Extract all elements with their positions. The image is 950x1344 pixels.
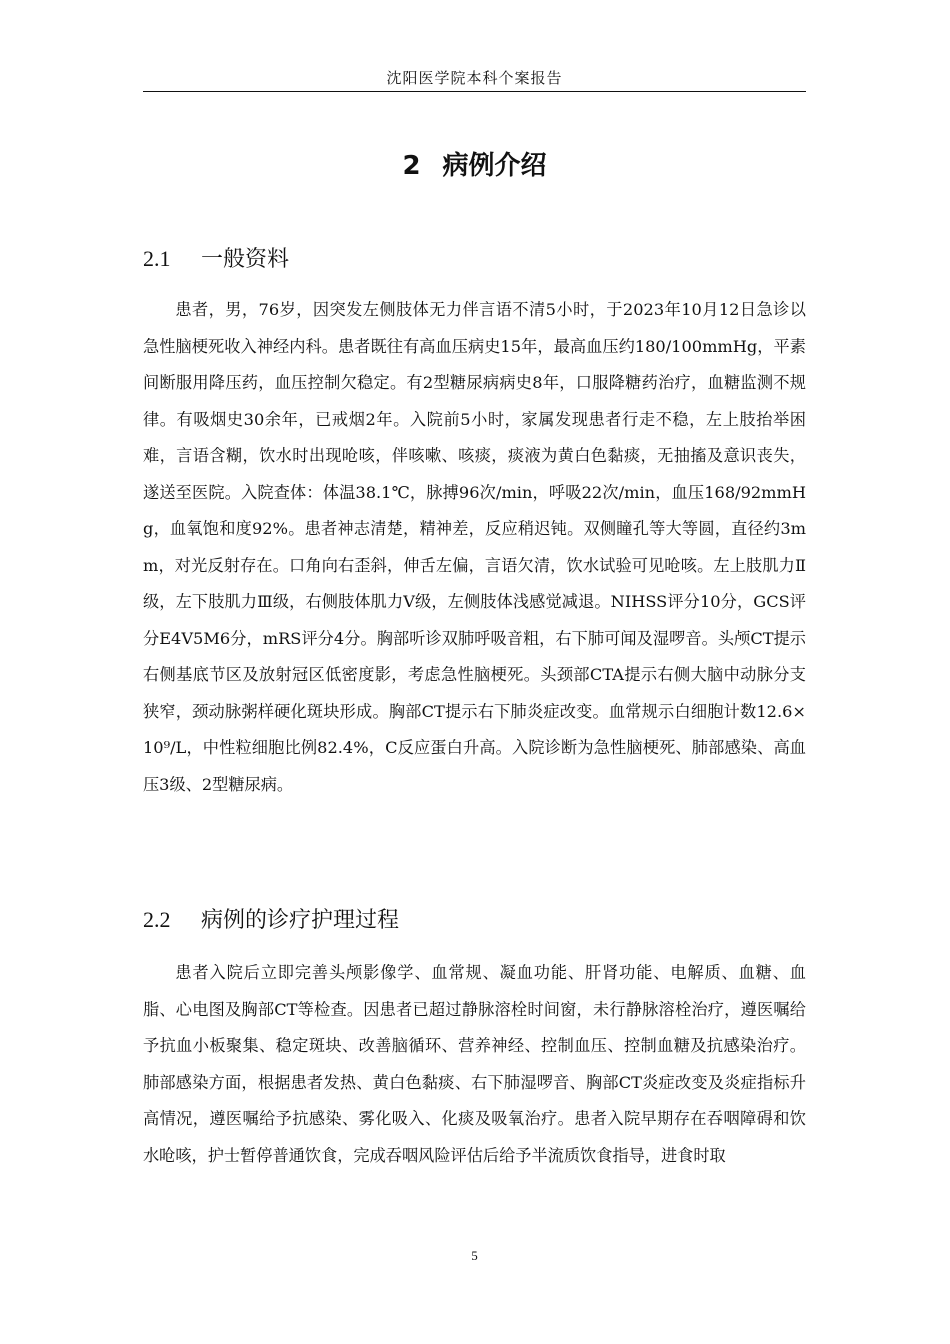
running-header: 沈阳医学院本科个案报告 xyxy=(386,69,563,87)
section-heading-general-info xyxy=(143,239,289,280)
section-title: 一般资料 xyxy=(201,247,290,272)
section-title: 病例的诊疗护理过程 xyxy=(201,908,400,933)
chapter-number: 2 xyxy=(402,151,421,181)
chapter-title xyxy=(143,144,806,188)
page-number: 5 xyxy=(471,1248,478,1263)
section-number: 2.2 xyxy=(143,907,171,932)
section-number: 2.1 xyxy=(143,246,171,271)
section-heading-treatment-process xyxy=(143,900,399,941)
header-rule xyxy=(143,91,806,92)
paragraph-general-info: 患者，男，76岁，因突发左侧肢体无力伴言语不清5小时，于2023年10月12日急诊以急性脑梗死收入神经内科。患者既往有高血压病史15年，最高血压约180/100mmHg，平素间断服用降压药，血压控制欠稳定。有2型糖尿病病史8年，口服降糖药治疗，血糖监测不规律。有吸烟史30余年，已戒烟2年。入院前5小时，家属发现患者行走不稳，左上肢抬举困难，言语含糊，饮水时出现呛咳，伴咳嗽、咳痰，痰液为黄白色黏痰，无抽搐及意识丧失，遂送至医院。入院查体：体温38.1℃，脉搏96次/min，呼吸22次/min，血压168/92mmHg，血氧饱和度92%。患者神志清楚，精神差，反应稍迟钝。双侧瞳孔等大等圆，直径约3mm，对光反射存在。口角向右歪斜，伸舌左偏，言语欠清，饮水试验可见呛咳。左上肢肌力Ⅱ级，左下肢肌力Ⅲ级，右侧肢体肌力Ⅴ级，左侧肢体浅感觉减退。NIHSS评分10分，GCS评分E4V5M6分，mRS评分4分。胸部听诊双肺呼吸音粗，右下肺可闻及湿啰音。头颅CT提示右侧基底节区及放射冠区低密度影，考虑急性脑梗死。头颈部CTA提示右侧大脑中动脉分支狭窄，颈动脉粥样硬化斑块形成。胸部CT提示右下肺炎症改变。血常规示白细胞计数12.6×10⁹/L，中性粒细胞比例82.4%，C反应蛋白升高。入院诊断为急性脑梗死、肺部感染、高血压3级、2型糖尿病。 xyxy=(143,300,806,794)
chapter-title-text: 病例介绍 xyxy=(442,151,547,181)
paragraph-treatment-process: 患者入院后立即完善头颅影像学、血常规、凝血功能、肝肾功能、电解质、血糖、血脂、心电图及胸部CT等检查。因患者已超过静脉溶栓时间窗，未行静脉溶栓治疗，遵医嘱给予抗血小板聚集、稳定斑块、改善脑循环、营养神经、控制血压、控制血糖及抗感染治疗。肺部感染方面，根据患者发热、黄白色黏痰、右下肺湿啰音、胸部CT炎症改变及炎症指标升高情况，遵医嘱给予抗感染、雾化吸入、化痰及吸氧治疗。患者入院早期存在吞咽障碍和饮水呛咳，护士暂停普通饮食，完成吞咽风险评估后给予半流质饮食指导，进食时取 xyxy=(143,963,806,1165)
